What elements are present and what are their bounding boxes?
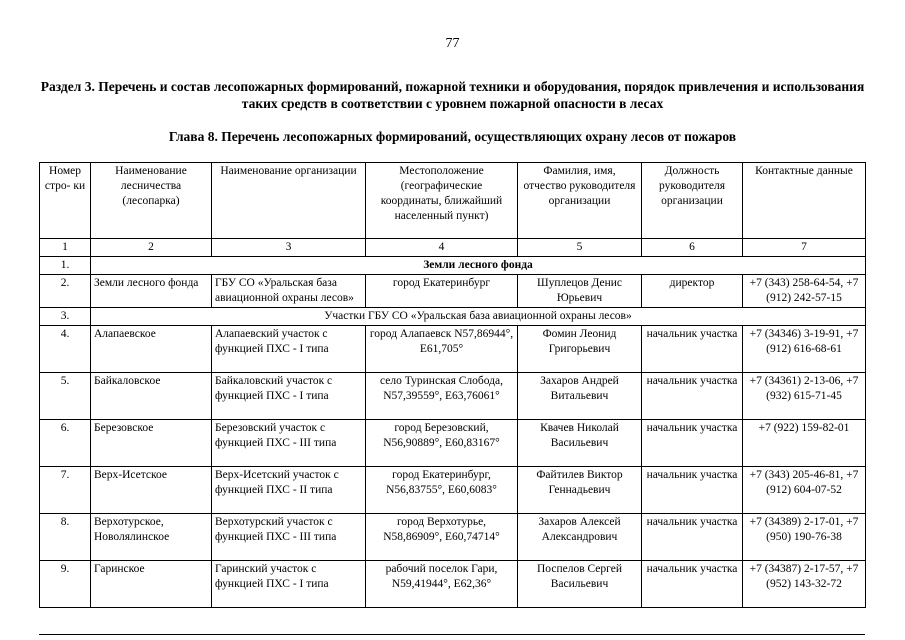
column-number: 3 [212, 239, 366, 257]
forestry-cell: Верхотурское, Новолялинское [91, 514, 212, 561]
contacts-cell: +7 (34361) 2-13-06, +7 (932) 615-71-45 [743, 373, 866, 420]
column-number: 5 [518, 239, 642, 257]
forestry-cell: Березовское [91, 420, 212, 467]
forestry-cell: Земли лесного фонда [91, 275, 212, 308]
head-name-cell: Захаров Алексей Александрович [518, 514, 642, 561]
head-position-cell: начальник участка [642, 467, 743, 514]
head-position-cell: начальник участка [642, 514, 743, 561]
organization-cell: Гаринский участок с функцией ПХС - I типа [212, 561, 366, 608]
head-position-cell: директор [642, 275, 743, 308]
head-name-cell: Квачев Николай Васильевич [518, 420, 642, 467]
row-number: 4. [40, 326, 91, 373]
column-number: 6 [642, 239, 743, 257]
header-contacts: Контактные данные [743, 163, 866, 239]
forestry-cell: Гаринское [91, 561, 212, 608]
row-number: 9. [40, 561, 91, 608]
row-number: 7. [40, 467, 91, 514]
column-number: 4 [366, 239, 518, 257]
row-number: 2. [40, 275, 91, 308]
location-cell: город Екатеринбург, N56,83755°, E60,6083° [366, 467, 518, 514]
row-number: 1. [40, 257, 91, 275]
organization-cell: Верх-Исетский участок с функцией ПХС - II типа [212, 467, 366, 514]
table-row [40, 373, 866, 420]
forest-fire-formations-table [39, 162, 866, 608]
forestry-cell: Байкаловское [91, 373, 212, 420]
section-title: Раздел 3. Перечень и состав лесопожарных формирований, пожарной техники и оборудования, порядок привлечения и использования таких средств в соответствии с уровнем пожарной опасности в лесах [40, 79, 865, 111]
table-header-row [40, 163, 866, 239]
location-cell: село Туринская Слобода, N57,39559°, E63,76061° [366, 373, 518, 420]
organization-cell: Верхотурский участок с функцией ПХС - III типа [212, 514, 366, 561]
group-row [40, 257, 866, 275]
contacts-cell: +7 (34387) 2-17-57, +7 (952) 143-32-72 [743, 561, 866, 608]
table-row [40, 514, 866, 561]
header-organization: Наименование организации [212, 163, 366, 239]
table-row [40, 420, 866, 467]
table-row [40, 326, 866, 373]
location-cell: город Екатеринбург [366, 275, 518, 308]
organization-cell: Алапаевский участок с функцией ПХС - I типа [212, 326, 366, 373]
head-name-cell: Захаров Андрей Витальевич [518, 373, 642, 420]
column-number: 7 [743, 239, 866, 257]
header-head-name: Фамилия, имя, отчество руководителя организации [518, 163, 642, 239]
head-position-cell: начальник участка [642, 561, 743, 608]
location-cell: город Березовский, N56,90889°, E60,83167° [366, 420, 518, 467]
column-number-row [40, 239, 866, 257]
chapter-title: Глава 8. Перечень лесопожарных формирований, осуществляющих охрану лесов от пожаров [168, 129, 737, 144]
table-row [40, 467, 866, 514]
header-forestry: Наименование лесничества (лесопарка) [91, 163, 212, 239]
head-name-cell: Поспелов Сергей Васильевич [518, 561, 642, 608]
organization-cell: ГБУ СО «Уральская база авиационной охраны лесов» [212, 275, 366, 308]
contacts-cell: +7 (343) 205-46-81, +7 (912) 604-07-52 [743, 467, 866, 514]
row-number: 8. [40, 514, 91, 561]
head-name-cell: Файтилев Виктор Геннадьевич [518, 467, 642, 514]
forestry-cell: Алапаевское [91, 326, 212, 373]
contacts-cell: +7 (34346) 3-19-91, +7 (912) 616-68-61 [743, 326, 866, 373]
head-name-cell: Шуплецов Денис Юрьевич [518, 275, 642, 308]
head-position-cell: начальник участка [642, 420, 743, 467]
row-number: 6. [40, 420, 91, 467]
header-head-position: Должность руководителя организации [642, 163, 743, 239]
head-name-cell: Фомин Леонид Григорьевич [518, 326, 642, 373]
page-number: 77 [445, 36, 460, 51]
contacts-cell: +7 (343) 258-64-54, +7 (912) 242-57-15 [743, 275, 866, 308]
page-bottom-divider [39, 634, 865, 635]
organization-cell: Байкаловский участок с функцией ПХС - I типа [212, 373, 366, 420]
table-row [40, 275, 866, 308]
group-label: Участки ГБУ СО «Уральская база авиационной охраны лесов» [91, 308, 866, 326]
row-number: 3. [40, 308, 91, 326]
column-number: 1 [40, 239, 91, 257]
group-label: Земли лесного фонда [91, 257, 866, 275]
header-location: Местоположение (географические координаты, ближайший населенный пункт) [366, 163, 518, 239]
location-cell: город Верхотурье, N58,86909°, E60,74714° [366, 514, 518, 561]
head-position-cell: начальник участка [642, 373, 743, 420]
row-number: 5. [40, 373, 91, 420]
head-position-cell: начальник участка [642, 326, 743, 373]
organization-cell: Березовский участок с функцией ПХС - III типа [212, 420, 366, 467]
table-row [40, 561, 866, 608]
location-cell: рабочий поселок Гари, N59,41944°, E62,36° [366, 561, 518, 608]
column-number: 2 [91, 239, 212, 257]
header-row-number: Номер стро- ки [40, 163, 91, 239]
location-cell: город Алапаевск N57,86944°, E61,705° [366, 326, 518, 373]
contacts-cell: +7 (34389) 2-17-01, +7 (950) 190-76-38 [743, 514, 866, 561]
group-row [40, 308, 866, 326]
contacts-cell: +7 (922) 159-82-01 [743, 420, 866, 467]
forestry-cell: Верх-Исетское [91, 467, 212, 514]
